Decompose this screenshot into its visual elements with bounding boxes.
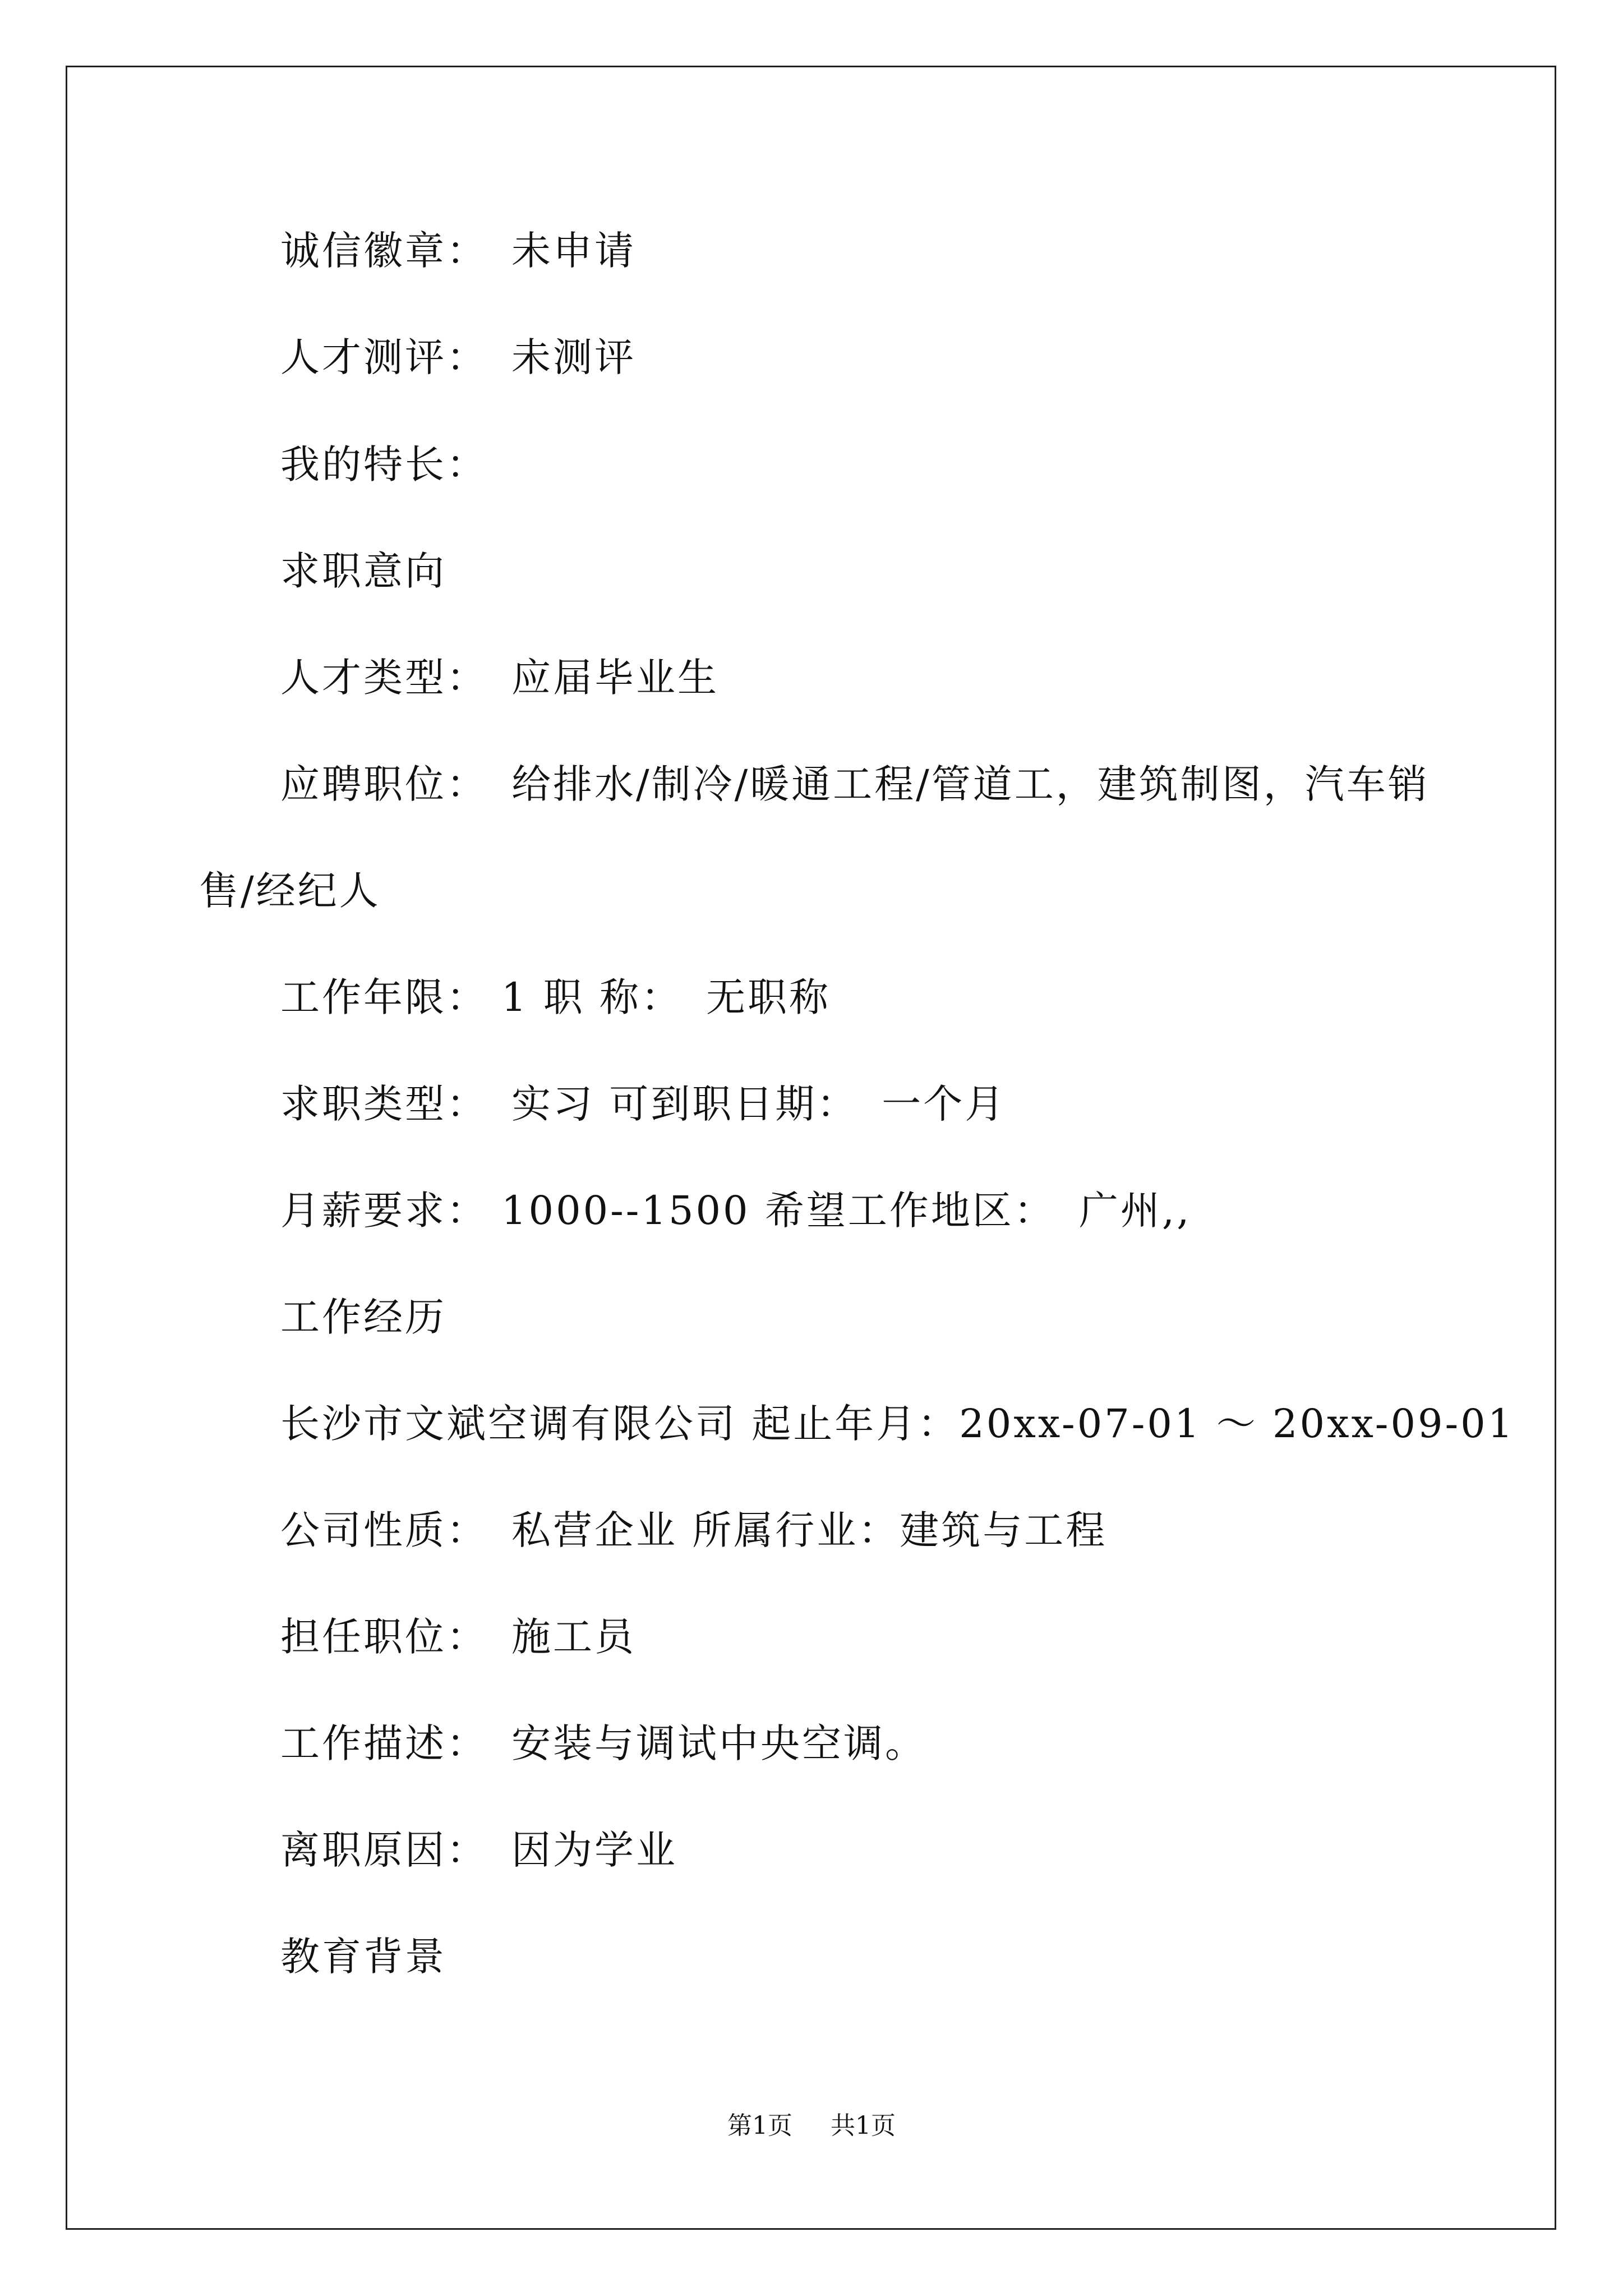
work-years-row	[280, 975, 831, 1020]
company-nature-row	[280, 1508, 1107, 1553]
page-number: 第1页	[727, 2111, 792, 2140]
field-value: 1000--1500 希望工作地区：	[501, 1188, 1055, 1234]
field-value: 1 职 称：	[501, 974, 683, 1020]
field-label: 人才类型：	[280, 655, 488, 701]
field-label: 工作年限：	[280, 974, 488, 1020]
specialty-row	[280, 442, 488, 487]
talent-assessment-row	[280, 335, 636, 380]
applied-position-continuation: 售/经纪人	[199, 868, 381, 914]
work-description-row	[280, 1721, 926, 1766]
page-border	[66, 66, 1556, 2230]
salary-row	[280, 1188, 1191, 1233]
field-value: 因为学业	[511, 1827, 677, 1873]
field-label: 担任职位：	[280, 1614, 488, 1660]
field-value: 给排水/制冷/暖通工程/管道工，建筑制图，汽车销	[511, 761, 1430, 807]
applied-position-row	[280, 762, 1430, 807]
talent-type-row	[280, 655, 719, 700]
field-value: 一个月	[882, 1081, 1007, 1127]
field-value: 安装与调试中央空调。	[511, 1720, 926, 1766]
field-value: 私营企业 所属行业：建筑与工程	[511, 1507, 1108, 1553]
field-value: 未测评	[511, 334, 636, 380]
field-value: 施工员	[511, 1614, 636, 1660]
field-value: 无职称	[706, 974, 831, 1020]
company-row: 长沙市文斌空调有限公司 起止年月：20xx-07-01 ～ 20xx-09-01	[280, 1401, 1515, 1447]
field-label: 应聘职位：	[280, 761, 488, 807]
field-label: 公司性质：	[280, 1507, 488, 1553]
integrity-badge-row	[280, 228, 636, 273]
field-value: 未申请	[511, 228, 636, 274]
section-heading-job-intention: 求职意向	[280, 548, 446, 594]
field-label: 离职原因：	[280, 1827, 488, 1873]
field-value: 实习 可到职日期：	[511, 1081, 859, 1127]
page-total: 共1页	[831, 2111, 896, 2140]
field-label: 求职类型：	[280, 1081, 488, 1127]
field-label: 我的特长：	[280, 441, 488, 487]
field-value: 广州,,	[1078, 1188, 1192, 1234]
section-heading-education: 教育背景	[280, 1934, 446, 1980]
field-label: 月薪要求：	[280, 1188, 488, 1234]
page-footer	[0, 2110, 1623, 2142]
job-type-row	[280, 1082, 1006, 1126]
position-held-row	[280, 1614, 636, 1659]
field-value: 应届毕业生	[511, 655, 719, 701]
field-label: 人才测评：	[280, 334, 488, 380]
field-label: 诚信徽章：	[280, 228, 488, 274]
section-heading-work-history: 工作经历	[280, 1294, 446, 1340]
leaving-reason-row	[280, 1828, 677, 1872]
field-label: 工作描述：	[280, 1720, 488, 1766]
